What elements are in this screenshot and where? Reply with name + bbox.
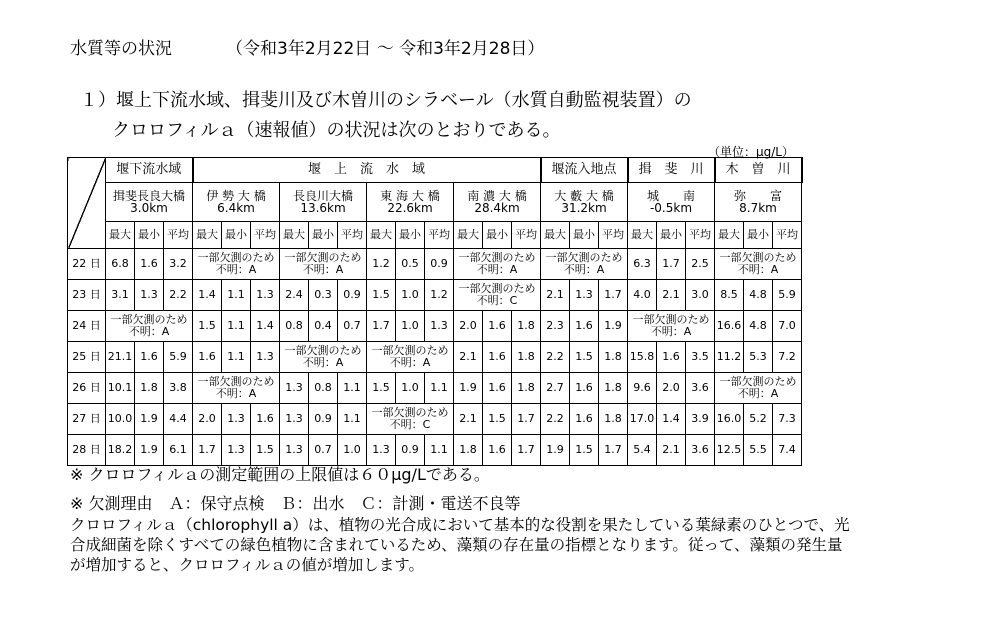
value-cell: 1.7 — [512, 404, 541, 435]
stat-label: 最小 — [483, 222, 512, 249]
value-cell: 15.8 — [628, 342, 657, 373]
missing-line-2: 不明：A — [389, 356, 431, 369]
value-cell: 2.0 — [193, 404, 222, 435]
value-cell: 1.7 — [367, 311, 396, 342]
value-cell: 1.6 — [657, 342, 686, 373]
value-cell: 1.3 — [280, 404, 309, 435]
missing-data-cell — [280, 249, 367, 280]
table-row — [68, 311, 802, 342]
stat-label: 最大 — [454, 222, 483, 249]
day-label: 25 日 — [68, 342, 106, 373]
value-cell: 17.0 — [628, 404, 657, 435]
value-cell: 1.1 — [222, 280, 251, 311]
station-km: 13.6km — [300, 201, 346, 215]
table-row — [68, 342, 802, 373]
value-cell: 3.6 — [686, 373, 715, 404]
stat-label: 平均 — [338, 222, 367, 249]
value-cell: 7.2 — [773, 342, 802, 373]
value-cell: 3.0 — [686, 280, 715, 311]
value-cell: 2.2 — [541, 404, 570, 435]
station-name: 大 藪 大 橋 — [554, 189, 614, 203]
value-cell: 2.4 — [280, 280, 309, 311]
station-header — [715, 183, 802, 222]
value-cell: 1.7 — [599, 435, 628, 466]
day-label: 22 日 — [68, 249, 106, 280]
value-cell: 6.8 — [106, 249, 135, 280]
value-cell: 1.7 — [193, 435, 222, 466]
stat-label: 平均 — [512, 222, 541, 249]
station-header-row — [68, 183, 802, 222]
value-cell: 2.1 — [454, 342, 483, 373]
missing-data-cell — [715, 373, 802, 404]
station-name: 長良川大橋 — [292, 189, 353, 203]
group-header-row — [68, 158, 802, 183]
table-row — [68, 435, 802, 466]
stat-label: 最大 — [193, 222, 222, 249]
value-cell: 1.7 — [512, 435, 541, 466]
value-cell: 2.1 — [657, 280, 686, 311]
value-cell: 2.5 — [686, 249, 715, 280]
value-cell: 1.8 — [512, 311, 541, 342]
value-cell: 1.8 — [512, 342, 541, 373]
station-km: 8.7km — [739, 201, 777, 215]
value-cell: 0.9 — [338, 280, 367, 311]
value-cell: 1.9 — [135, 404, 164, 435]
missing-line-2: 不明：A — [302, 356, 344, 369]
value-cell: 1.6 — [135, 249, 164, 280]
station-header — [193, 183, 280, 222]
station-name: 東 海 大 橋 — [380, 189, 440, 203]
value-cell: 0.5 — [396, 249, 425, 280]
value-cell: 1.6 — [570, 404, 599, 435]
group-ibi-river: 揖 斐 川 — [628, 158, 715, 183]
intro-line-2: クロロフィルａ（速報値）の状況は次のとおりである。 — [112, 120, 561, 141]
missing-line-1: 一部欠測のため — [719, 375, 797, 388]
stat-label: 最小 — [396, 222, 425, 249]
value-cell: 1.3 — [280, 435, 309, 466]
value-cell: 1.8 — [599, 342, 628, 373]
value-cell: 18.2 — [106, 435, 135, 466]
station-km: 22.6km — [387, 201, 433, 215]
missing-data-cell — [193, 373, 280, 404]
group-downstream: 堰下流水域 — [106, 158, 193, 183]
stat-label: 平均 — [425, 222, 454, 249]
station-header — [106, 183, 193, 222]
missing-data-cell — [715, 249, 802, 280]
value-cell: 7.3 — [773, 404, 802, 435]
value-cell: 1.8 — [512, 373, 541, 404]
value-cell: 4.8 — [744, 280, 773, 311]
missing-line-1: 一部欠測のため — [197, 375, 275, 388]
note-missing-reasons: ※ 欠測理由 Ａ：保守点検 Ｂ：出水 Ｃ：計測・電送不良等 — [70, 494, 521, 513]
table-row — [68, 280, 802, 311]
value-cell: 21.1 — [106, 342, 135, 373]
stat-label: 最大 — [628, 222, 657, 249]
value-cell: 9.6 — [628, 373, 657, 404]
station-name: 揖斐長良大橋 — [112, 189, 185, 203]
value-cell: 1.5 — [367, 280, 396, 311]
missing-data-cell — [193, 249, 280, 280]
value-cell: 1.5 — [570, 342, 599, 373]
value-cell: 12.5 — [715, 435, 744, 466]
station-name: 南 濃 大 橋 — [467, 189, 527, 203]
missing-line-1: 一部欠測のため — [719, 251, 797, 264]
value-cell: 1.0 — [396, 373, 425, 404]
table-row — [68, 249, 802, 280]
station-name: 伊 勢 大 橋 — [206, 189, 266, 203]
value-cell: 0.7 — [338, 311, 367, 342]
value-cell: 1.6 — [483, 435, 512, 466]
explanation-paragraph: クロロフィルａ（chlorophyll a）は、植物の光合成において基本的な役割を果たしている葉緑素のひとつで、光合成細菌を除くすべての緑色植物に含まれているため、藻類の存在量の指標となります。従って、藻類の発生量が増加すると、クロロフィルａの値が増加します。 — [70, 516, 850, 574]
value-cell: 2.0 — [657, 373, 686, 404]
value-cell: 1.2 — [367, 249, 396, 280]
missing-line-1: 一部欠測のため — [197, 251, 275, 264]
value-cell: 2.1 — [454, 404, 483, 435]
missing-line-2: 不明：A — [563, 263, 605, 276]
value-cell: 1.7 — [599, 280, 628, 311]
missing-line-2: 不明：A — [128, 325, 170, 338]
group-upstream: 堰 上 流 水 域 — [193, 158, 541, 183]
day-label: 23 日 — [68, 280, 106, 311]
value-cell: 1.1 — [222, 342, 251, 373]
day-label: 26 日 — [68, 373, 106, 404]
missing-line-1: 一部欠測のため — [458, 251, 536, 264]
value-cell: 7.4 — [773, 435, 802, 466]
group-kiso-river: 木 曽 川 — [715, 158, 802, 183]
value-cell: 2.1 — [541, 280, 570, 311]
stat-label: 最大 — [280, 222, 309, 249]
value-cell: 1.5 — [193, 311, 222, 342]
stat-label: 最小 — [135, 222, 164, 249]
value-cell: 11.2 — [715, 342, 744, 373]
intro-line-1: １）堰上下流水域、揖斐川及び木曽川のシラベール（水質自動監視装置）の — [80, 90, 692, 111]
value-cell: 1.5 — [483, 404, 512, 435]
value-cell: 1.8 — [135, 373, 164, 404]
value-cell: 1.2 — [425, 280, 454, 311]
value-cell: 1.4 — [193, 280, 222, 311]
missing-data-cell — [106, 311, 193, 342]
stat-label: 最小 — [222, 222, 251, 249]
value-cell: 5.5 — [744, 435, 773, 466]
value-cell: 1.1 — [425, 373, 454, 404]
value-cell: 0.3 — [309, 280, 338, 311]
missing-data-cell — [454, 249, 541, 280]
value-cell: 1.3 — [570, 280, 599, 311]
heading-title: 水質等の状況 — [70, 39, 172, 59]
missing-line-1: 一部欠測のため — [284, 344, 362, 357]
missing-line-2: 不明：A — [215, 263, 257, 276]
value-cell: 1.3 — [425, 311, 454, 342]
stat-label: 平均 — [164, 222, 193, 249]
day-label: 28 日 — [68, 435, 106, 466]
value-cell: 1.4 — [657, 404, 686, 435]
missing-data-cell — [628, 311, 715, 342]
missing-line-2: 不明：A — [650, 325, 692, 338]
missing-line-1: 一部欠測のため — [371, 344, 449, 357]
chlorophyll-table — [67, 157, 803, 466]
stat-label: 最大 — [715, 222, 744, 249]
value-cell: 1.1 — [222, 311, 251, 342]
value-cell: 1.3 — [367, 435, 396, 466]
station-km: -0.5km — [649, 201, 693, 215]
value-cell: 0.4 — [309, 311, 338, 342]
station-header — [280, 183, 367, 222]
value-cell: 2.1 — [657, 435, 686, 466]
missing-data-cell — [454, 280, 541, 311]
value-cell: 16.0 — [715, 404, 744, 435]
station-name: 弥 富 — [733, 189, 782, 203]
unit-label: （単位：μg/L） — [708, 145, 794, 159]
missing-line-2: 不明：A — [737, 263, 779, 276]
missing-line-2: 不明：A — [476, 263, 518, 276]
group-inflow: 堰流入地点 — [541, 158, 628, 183]
missing-data-cell — [367, 342, 454, 373]
value-cell: 1.6 — [483, 373, 512, 404]
value-cell: 1.1 — [425, 435, 454, 466]
value-cell: 1.6 — [570, 311, 599, 342]
value-cell: 2.0 — [454, 311, 483, 342]
missing-line-1: 一部欠測のため — [371, 406, 449, 419]
value-cell: 0.7 — [309, 435, 338, 466]
stat-label: 最小 — [570, 222, 599, 249]
value-cell: 5.3 — [744, 342, 773, 373]
stat-label: 最大 — [106, 222, 135, 249]
value-cell: 1.0 — [396, 280, 425, 311]
missing-data-cell — [280, 342, 367, 373]
station-name: 城 南 — [646, 189, 695, 203]
value-cell: 5.2 — [744, 404, 773, 435]
value-cell: 0.8 — [309, 373, 338, 404]
value-cell: 0.9 — [425, 249, 454, 280]
missing-line-1: 一部欠測のため — [110, 313, 188, 326]
stat-label: 最大 — [367, 222, 396, 249]
value-cell: 1.9 — [599, 311, 628, 342]
value-cell: 1.6 — [483, 311, 512, 342]
missing-line-1: 一部欠測のため — [284, 251, 362, 264]
stat-label: 平均 — [251, 222, 280, 249]
value-cell: 4.8 — [744, 311, 773, 342]
table-row — [68, 373, 802, 404]
value-cell: 5.9 — [773, 280, 802, 311]
stat-label: 最小 — [744, 222, 773, 249]
day-label: 27 日 — [68, 404, 106, 435]
value-cell: 1.4 — [251, 311, 280, 342]
value-cell: 3.8 — [164, 373, 193, 404]
value-cell: 10.1 — [106, 373, 135, 404]
note-upper-limit: ※ クロロフィルａの測定範囲の上限値は６０μg/Lである。 — [70, 465, 490, 484]
value-cell: 1.8 — [599, 373, 628, 404]
value-cell: 6.1 — [164, 435, 193, 466]
station-header — [454, 183, 541, 222]
value-cell: 1.6 — [251, 404, 280, 435]
missing-line-2: 不明：A — [302, 263, 344, 276]
stat-label: 平均 — [599, 222, 628, 249]
value-cell: 1.9 — [135, 435, 164, 466]
value-cell: 3.9 — [686, 404, 715, 435]
value-cell: 1.6 — [135, 342, 164, 373]
value-cell: 1.6 — [570, 373, 599, 404]
station-header — [541, 183, 628, 222]
value-cell: 1.3 — [251, 280, 280, 311]
value-cell: 0.9 — [309, 404, 338, 435]
value-cell: 1.3 — [135, 280, 164, 311]
value-cell: 2.2 — [541, 342, 570, 373]
stat-label: 平均 — [686, 222, 715, 249]
value-cell: 5.4 — [628, 435, 657, 466]
missing-data-cell — [541, 249, 628, 280]
value-cell: 1.0 — [396, 311, 425, 342]
value-cell: 4.0 — [628, 280, 657, 311]
value-cell: 4.4 — [164, 404, 193, 435]
value-cell: 3.2 — [164, 249, 193, 280]
missing-data-cell — [367, 404, 454, 435]
value-cell: 10.0 — [106, 404, 135, 435]
missing-line-2: 不明：C — [389, 418, 431, 431]
value-cell: 1.7 — [657, 249, 686, 280]
value-cell: 1.9 — [454, 373, 483, 404]
station-header — [628, 183, 715, 222]
value-cell: 1.5 — [251, 435, 280, 466]
value-cell: 3.1 — [106, 280, 135, 311]
value-cell: 1.1 — [338, 373, 367, 404]
day-label: 24 日 — [68, 311, 106, 342]
value-cell: 1.9 — [541, 435, 570, 466]
missing-line-1: 一部欠測のため — [458, 282, 536, 295]
value-cell: 5.9 — [164, 342, 193, 373]
missing-line-1: 一部欠測のため — [632, 313, 710, 326]
table-row — [68, 404, 802, 435]
value-cell: 3.6 — [686, 435, 715, 466]
stat-label: 最小 — [309, 222, 338, 249]
value-cell: 1.5 — [570, 435, 599, 466]
stat-label: 最大 — [541, 222, 570, 249]
value-cell: 1.6 — [193, 342, 222, 373]
value-cell: 1.3 — [280, 373, 309, 404]
value-cell: 3.5 — [686, 342, 715, 373]
station-km: 28.4km — [474, 201, 520, 215]
corner-diagonal-cell — [68, 158, 106, 249]
stat-label: 平均 — [773, 222, 802, 249]
value-cell: 1.3 — [222, 404, 251, 435]
value-cell: 2.2 — [164, 280, 193, 311]
value-cell: 1.3 — [251, 342, 280, 373]
value-cell: 1.8 — [454, 435, 483, 466]
value-cell: 2.7 — [541, 373, 570, 404]
value-cell: 1.6 — [483, 342, 512, 373]
value-cell: 1.1 — [338, 404, 367, 435]
value-cell: 0.8 — [280, 311, 309, 342]
value-cell: 16.6 — [715, 311, 744, 342]
station-km: 6.4km — [217, 201, 255, 215]
heading-period: （令和3年2月22日 ～ 令和3年2月28日） — [226, 39, 545, 59]
value-cell: 0.9 — [396, 435, 425, 466]
value-cell: 1.5 — [367, 373, 396, 404]
value-cell: 2.3 — [541, 311, 570, 342]
value-cell: 6.3 — [628, 249, 657, 280]
station-km: 31.2km — [561, 201, 607, 215]
value-cell: 8.5 — [715, 280, 744, 311]
missing-line-1: 一部欠測のため — [545, 251, 623, 264]
missing-line-2: 不明：C — [476, 294, 518, 307]
stat-label: 最小 — [657, 222, 686, 249]
station-header — [367, 183, 454, 222]
value-cell: 7.0 — [773, 311, 802, 342]
page-heading — [70, 34, 544, 59]
value-cell: 1.8 — [599, 404, 628, 435]
missing-line-2: 不明：A — [215, 387, 257, 400]
value-cell: 1.0 — [338, 435, 367, 466]
stat-header-row — [68, 222, 802, 249]
missing-line-2: 不明：A — [737, 387, 779, 400]
value-cell: 1.3 — [222, 435, 251, 466]
station-km: 3.0km — [130, 201, 168, 215]
